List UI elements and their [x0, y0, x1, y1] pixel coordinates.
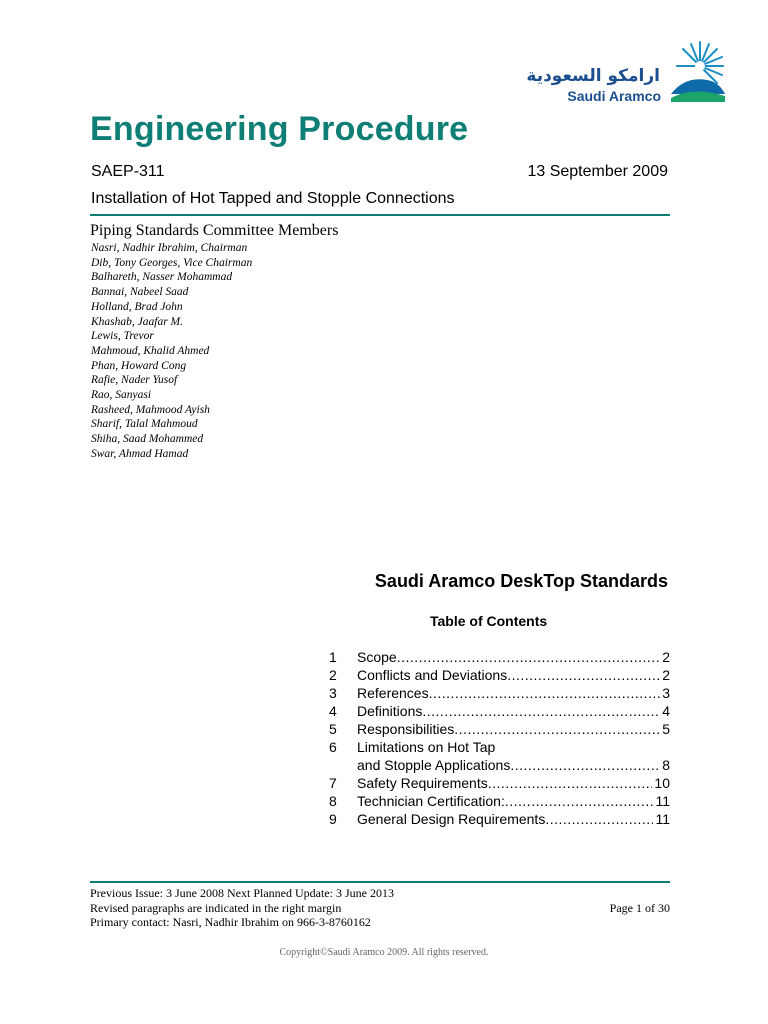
toc-number: 7 [329, 775, 337, 791]
header-divider [90, 214, 670, 216]
toc-title: Scope [357, 649, 397, 665]
toc-entry-safety[interactable] [329, 774, 670, 792]
toc-number: 9 [329, 811, 337, 827]
saudi-aramco-logo [526, 36, 730, 106]
document-subject: Installation of Hot Tapped and Stopple Connections [91, 190, 455, 207]
toc-leader-dots [454, 720, 660, 738]
committee-member: Nasri, Nadhir Ibrahim, Chairman [91, 242, 248, 254]
desktop-standards-title: Saudi Aramco DeskTop Standards [374, 571, 668, 591]
committee-member: Rasheed, Mahmood Ayish [91, 403, 210, 416]
committee-member: Balhareth, Nasser Mohammad [91, 271, 233, 284]
committee-member: Dib, Tony Georges, Vice Chairman [91, 256, 253, 269]
toc-title: General Design Requirements [357, 811, 546, 827]
footer-divider [90, 881, 670, 883]
committee-member: Mahmoud, Khalid Ahmed [91, 344, 210, 357]
aramco-emblem-icon [667, 36, 727, 104]
document-date: 13 September 2009 [527, 163, 668, 180]
footer-revision-note: Revised paragraphs are indicated in the right margin [90, 900, 342, 915]
toc-number: 3 [329, 685, 337, 701]
toc-title: Conflicts and Deviations [357, 667, 508, 683]
toc-leader-dots [507, 666, 660, 684]
committee-heading: Piping Standards Committee Members [90, 222, 339, 239]
toc-title: Technician Certification: [357, 793, 505, 809]
toc-page-number: 11 [655, 811, 670, 827]
toc-entry-limitations-continued[interactable] [329, 756, 670, 774]
page-footer [90, 886, 670, 930]
committee-member: Bannai, Nabeel Saad [91, 286, 189, 299]
toc-page-number: 8 [662, 757, 670, 773]
committee-member: Sharif, Talal Mahmoud [91, 418, 198, 431]
toc-leader-dots [505, 792, 654, 810]
logo-arabic-text: ارامكو السعودية [526, 66, 660, 86]
toc-number: 8 [329, 793, 337, 809]
toc-leader-dots [488, 774, 653, 792]
committee-member: Holland, Brad John [91, 300, 183, 313]
toc-page-number: 5 [662, 721, 670, 737]
toc-page-number: 11 [655, 793, 670, 809]
toc-page-number: 10 [654, 775, 670, 791]
toc-page-number: 3 [662, 685, 670, 701]
committee-member: Lewis, Trevor [91, 330, 154, 343]
footer-issue-dates: Previous Issue: 3 June 2008 Next Planned Update: 3 June 2013 [90, 886, 394, 900]
footer-page-number: Page 1 of 30 [609, 901, 670, 915]
logo-latin-text: Saudi Aramco [567, 88, 661, 104]
toc-leader-dots [422, 702, 660, 720]
document-type-title: Engineering Procedure [90, 110, 469, 148]
toc-leader-dots [510, 756, 660, 774]
toc-title: Limitations on Hot Tap [357, 739, 496, 755]
toc-entry-references[interactable] [329, 684, 670, 702]
toc-leader-dots [429, 684, 661, 702]
toc-entry-limitations[interactable] [329, 738, 670, 756]
toc-number: 4 [329, 703, 337, 719]
toc-leader-dots [545, 810, 653, 828]
toc-page-number: 4 [662, 703, 670, 719]
toc-title-continued: and Stopple Applications [357, 757, 511, 773]
toc-title: Definitions [357, 703, 423, 719]
committee-member-list [91, 241, 252, 462]
copyright-notice: Copyright©Saudi Aramco 2009. All rights reserved. [279, 947, 489, 958]
committee-member: Khashab, Jaafar M. [91, 315, 183, 328]
toc-number: 2 [329, 667, 337, 683]
footer-primary-contact: Primary contact: Nasri, Nadhir Ibrahim on 966-3-8760162 [90, 915, 371, 929]
committee-member: Phan, Howard Cong [91, 359, 187, 372]
toc-leader-dots [397, 648, 661, 666]
toc-number: 5 [329, 721, 337, 737]
toc-page-number: 2 [662, 649, 670, 665]
toc-page-number: 2 [662, 667, 670, 683]
toc-number: 1 [329, 649, 337, 665]
document-number: SAEP-311 [91, 163, 165, 180]
toc-entry-responsibilities[interactable] [329, 720, 670, 738]
committee-member: Rafie, Nader Yusof [91, 374, 178, 387]
toc-entry-scope[interactable] [329, 648, 670, 666]
toc-title: Responsibilities [357, 721, 455, 737]
toc-entry-conflicts[interactable] [329, 666, 670, 684]
committee-member: Shiha, Saad Mohammed [91, 433, 204, 446]
toc-entry-design[interactable] [329, 810, 670, 828]
toc-title: Safety Requirements [357, 775, 488, 791]
table-of-contents [329, 648, 670, 828]
committee-member: Rao, Sanyasi [91, 389, 152, 402]
committee-member: Swar, Ahmad Hamad [91, 447, 189, 460]
toc-number: 6 [329, 739, 337, 755]
toc-heading: Table of Contents [430, 613, 548, 629]
toc-entry-definitions[interactable] [329, 702, 670, 720]
toc-entry-technician[interactable] [329, 792, 670, 810]
toc-title: References [357, 685, 429, 701]
